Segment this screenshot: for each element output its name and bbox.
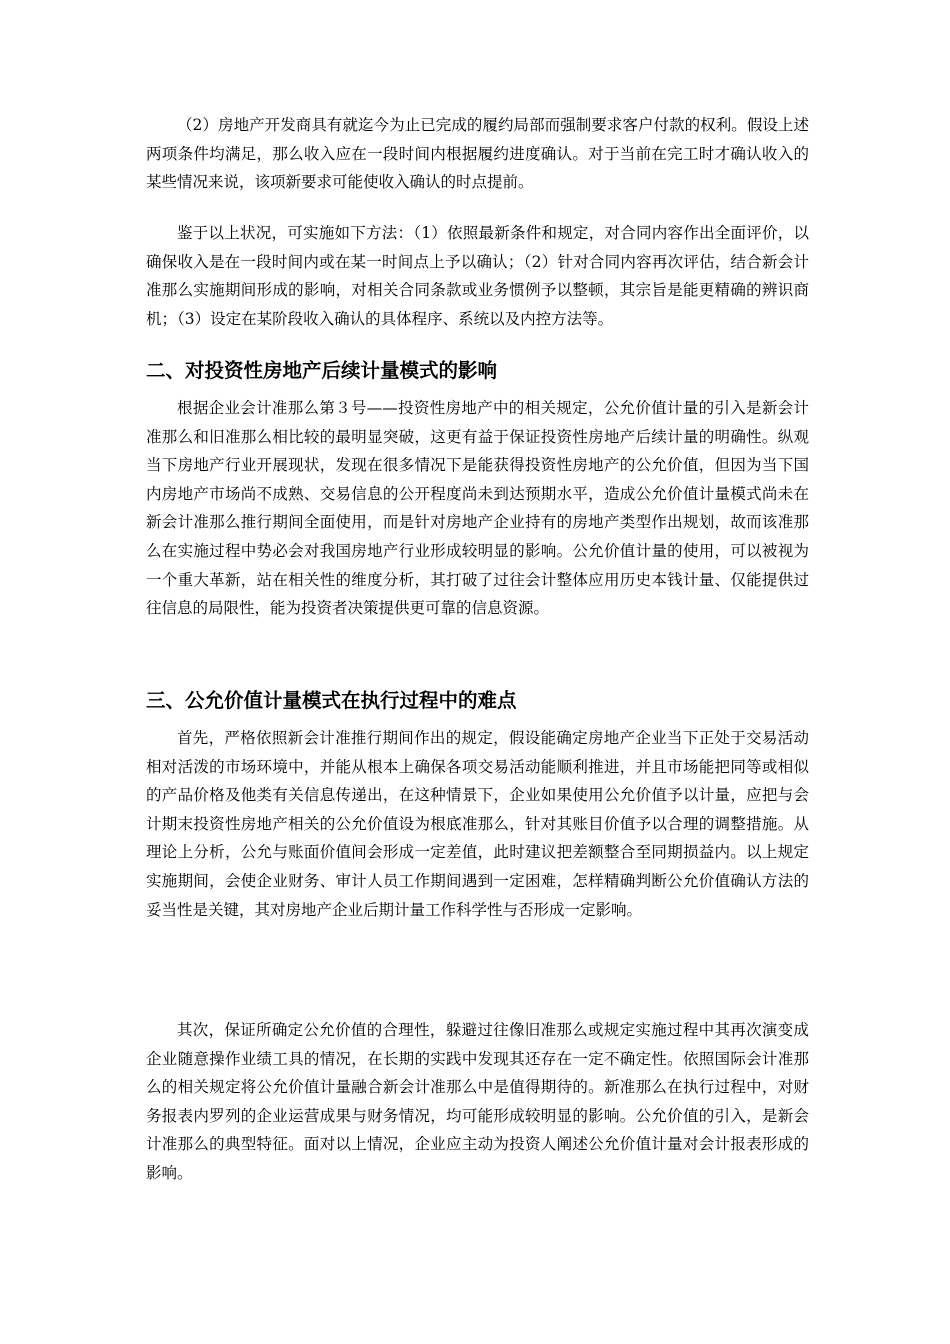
section-heading-fair-value-difficulties: 三、公允价值计量模式在执行过程中的难点 bbox=[146, 689, 517, 712]
paragraph-implementation-methods: 鉴于以上状况，可实施如下方法：（1）依照最新条件和规定，对合同内容作出全面评价，以确保收入是在一段时间内或在某一时间点上予以确认；（2）针对合同内容再次评估，结合新会计准那么实施期间形成的影响，对相关合同条款或业务惯例予以整顿，其宗旨是能更精确的辨识商机；（3）设定在某阶段收入确认的具体程序、系统以及内控方法等。 bbox=[146, 224, 809, 328]
section-heading-investment-property: 二、对投资性房地产后续计量模式的影响 bbox=[146, 359, 498, 382]
paragraph-fair-value-introduction: 根据企业会计准那么第３号——投资性房地产中的相关规定，公允价值计量的引入是新会计准那么和旧准那么相比较的最明显突破，这更有益于保证投资性房地产后续计量的明确性。纵观当下房地产行业开展现状，发现在很多情况下是能获得投资性房地产的公允价值，但因为当下国内房地产市场尚不成熟、交易信息的公开程度尚未到达预期水平，造成公允价值计量模式尚未在新会计准那么推行期间全面使用，而是针对房地产企业持有的房地产类型作出规划，故而该准那么在实施过程中势必会对我国房地产行业形成较明显的影响。公允价值计量的使用，可以被视为一个重大革新，站在相关性的维度分析，其打破了过往会计整体应用历史本钱计量、仅能提供过往信息的局限性，能为投资者决策提供更可靠的信息资源。 bbox=[146, 399, 809, 618]
paragraph-performance-obligation: （2）房地产开发商具有就迄今为止已完成的履约局部而强制要求客户付款的权利。假设上述两项条件均满足，那么收入应在一段时间内根据履约进度确认。对于当前在完工时才确认收入的某些情况来说，该项新要求可能使收入确认的时点提前。 bbox=[146, 116, 809, 192]
paragraph-second-difficulty: 其次，保证所确定公允价值的合理性，躲避过往像旧准那么或规定实施过程中其再次演变成企业随意操作业绩工具的情况，在长期的实践中发现其还存在一定不确定性。依照国际会计准那么的相关规定将公允价值计量融合新会计准那么中是值得期待的。新准那么在执行过程中，对财务报表内罗列的企业运营成果与财务情况，均可能形成较明显的影响。公允价值的引入，是新会计准那么的典型特征。面对以上情况，企业应主动为投资人阐述公允价值计量对会计报表形成的影响。 bbox=[146, 1021, 809, 1182]
paragraph-first-difficulty: 首先，严格依照新会计准推行期间作出的规定，假设能确定房地产企业当下正处于交易活动相对活泼的市场环境中，并能从根本上确保各项交易活动能顺利推进，并且市场能把同等或相似的产品价格及他类有关信息传递出，在这种情景下，企业如果使用公允价值予以计量，应把与会计期末投资性房地产相关的公允价值设为根底准那么，针对其账目价值予以合理的调整措施。从理论上分析，公允与账面价值间会形成一定差值，此时建议把差额整合至同期损益内。以上规定实施期间，会使企业财务、审计人员工作期间遇到一定困难，怎样精确判断公允价值确认方法的妥当性是关键，其对房地产企业后期计量工作科学性与否形成一定影响。 bbox=[146, 729, 809, 919]
